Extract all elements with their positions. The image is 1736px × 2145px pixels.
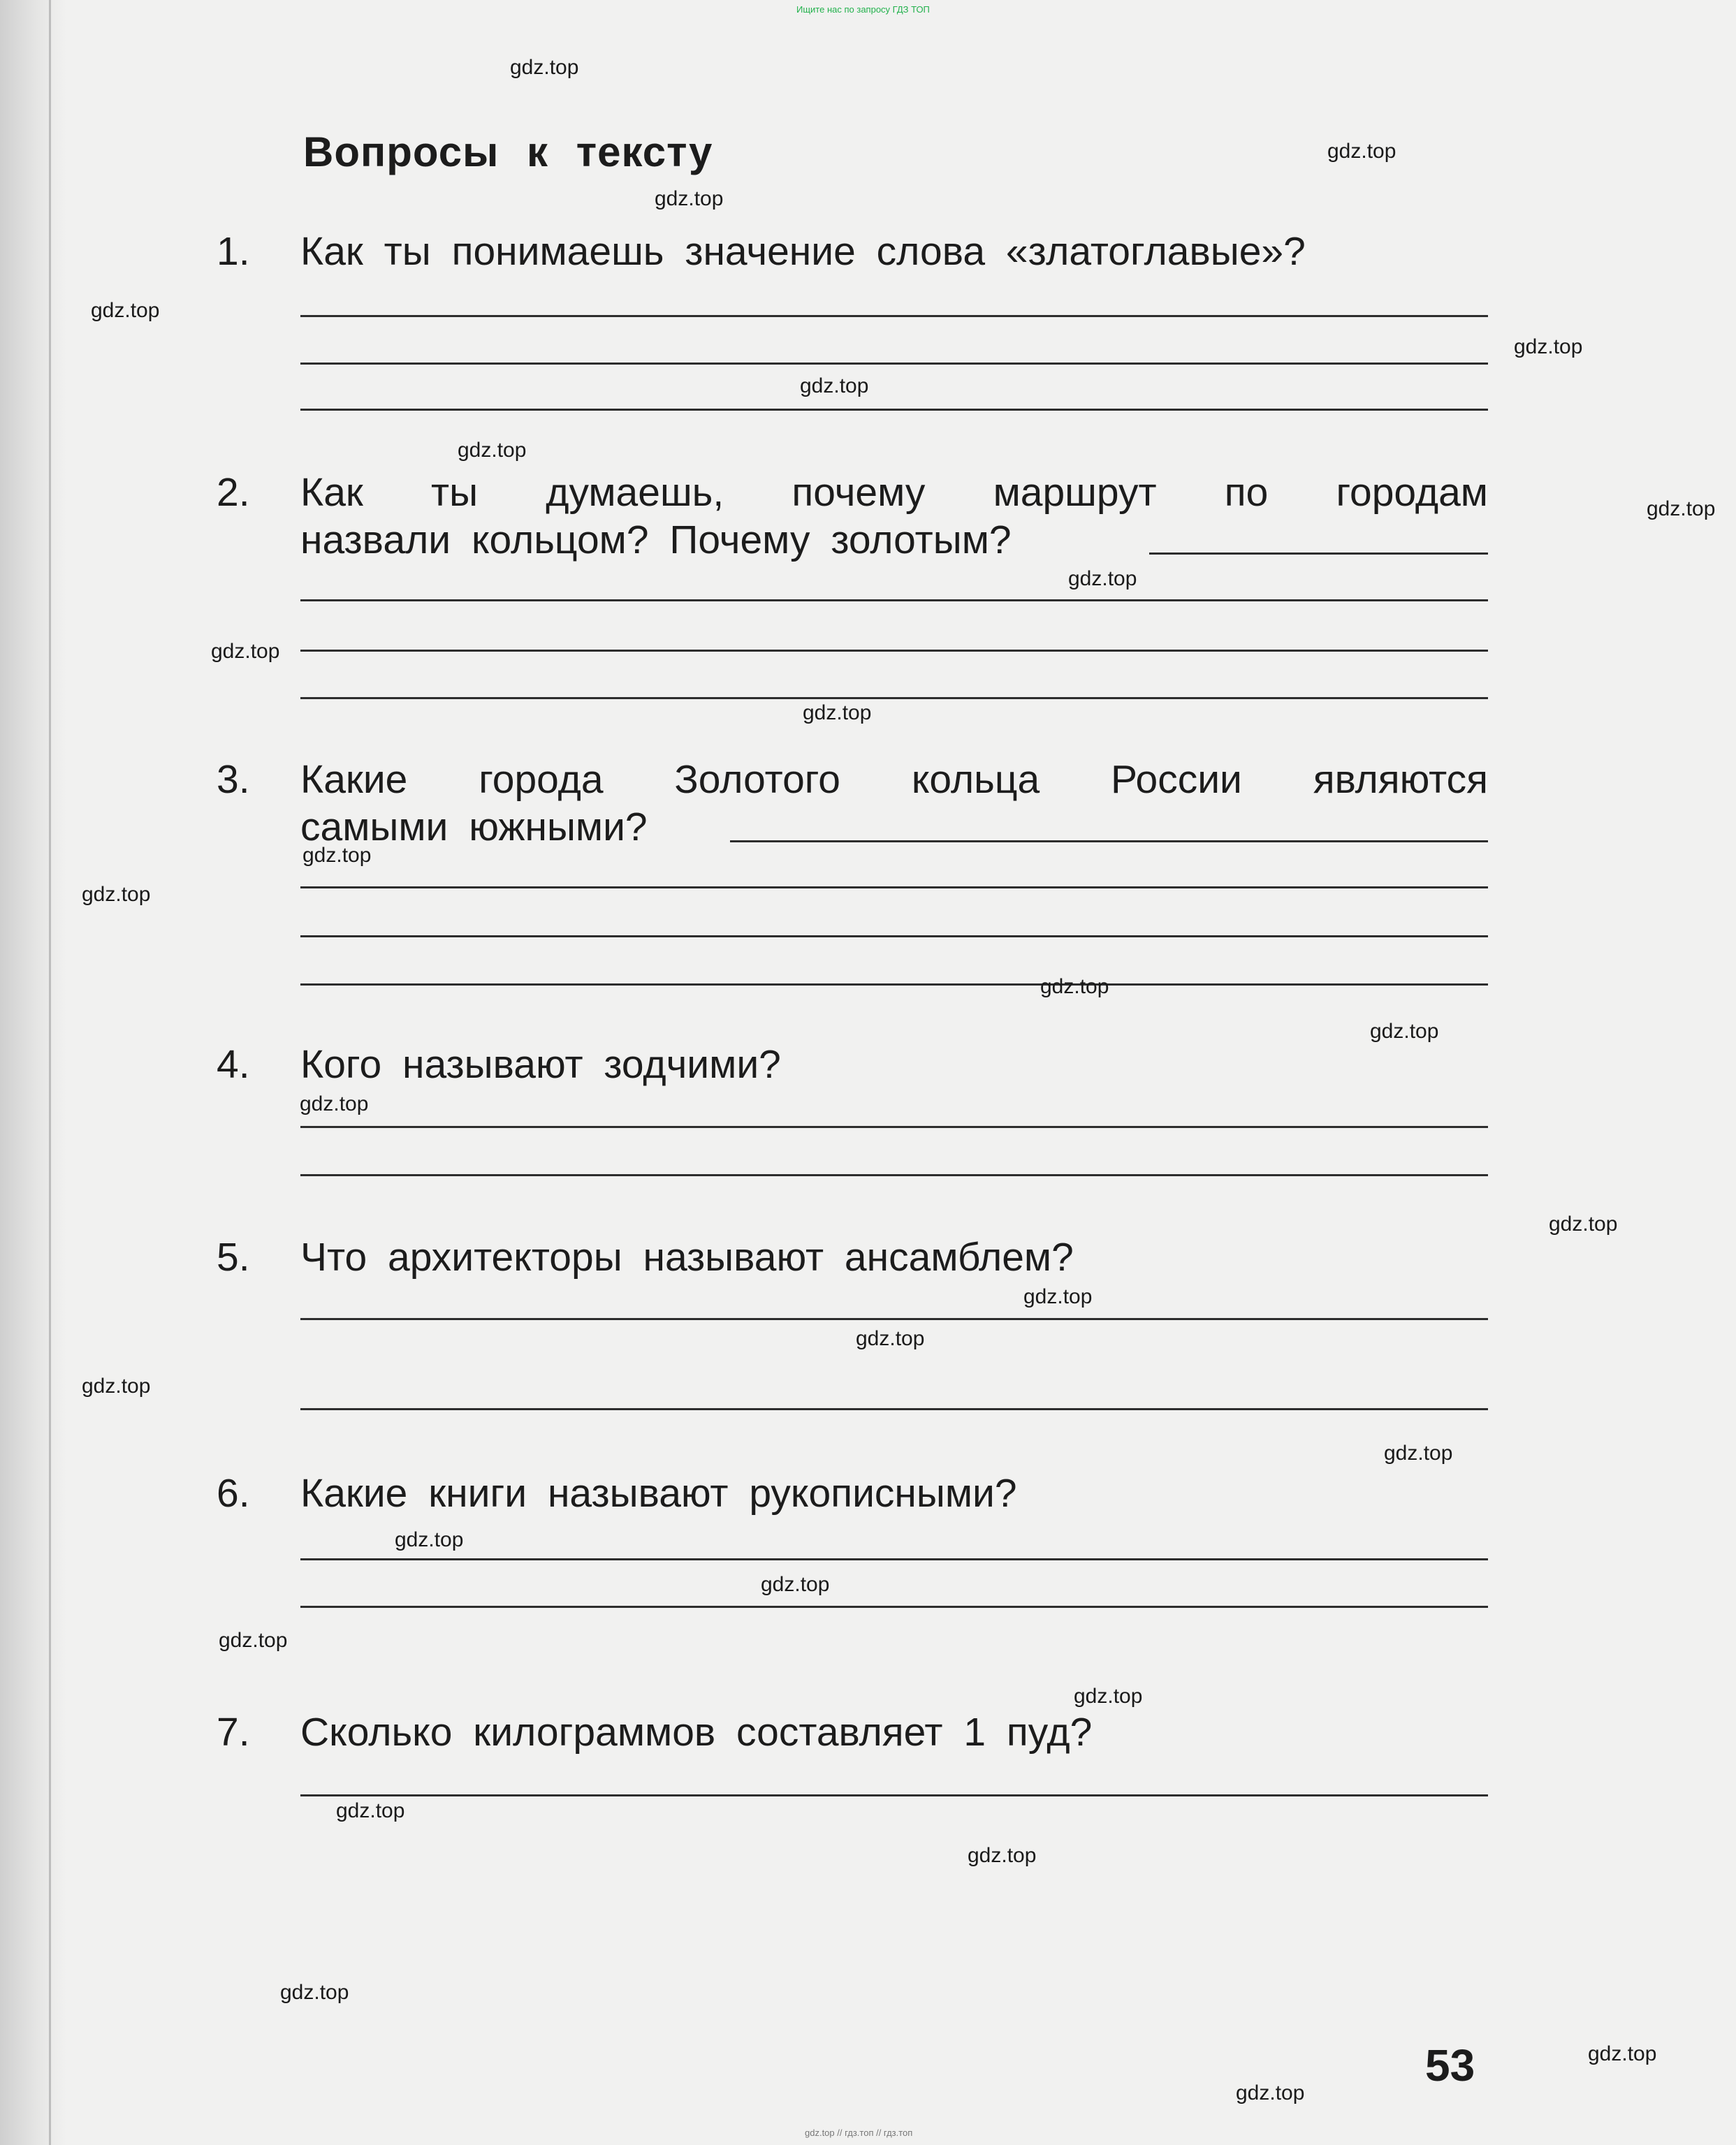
answer-line[interactable] — [300, 886, 1488, 888]
question-text-line-2: назвали кольцом? Почему золотым? — [300, 518, 1012, 562]
question-text: Как ты понимаешь значение слова «златоглавые»? — [300, 229, 1306, 274]
watermark: gdz.top — [856, 1327, 925, 1350]
question-number: 6. — [217, 1471, 250, 1516]
watermark: gdz.top — [211, 640, 280, 663]
question-number: 4. — [217, 1042, 250, 1087]
watermark: gdz.top — [219, 1629, 288, 1652]
watermark: gdz.top — [458, 439, 527, 462]
answer-line[interactable] — [300, 1126, 1488, 1128]
answer-line[interactable] — [300, 650, 1488, 652]
page-binding-shadow — [0, 0, 66, 2145]
watermark: gdz.top — [280, 1981, 349, 2004]
watermark: gdz.top — [1023, 1285, 1093, 1308]
site-note-top[interactable]: Ищите нас по запросу ГДЗ ТОП — [796, 4, 930, 15]
watermark: gdz.top — [91, 299, 160, 322]
watermark: gdz.top — [1068, 567, 1137, 590]
answer-line[interactable] — [300, 363, 1488, 365]
watermark: gdz.top — [1549, 1213, 1618, 1236]
watermark: gdz.top — [395, 1528, 464, 1551]
question-number: 3. — [217, 757, 250, 802]
watermark: gdz.top — [300, 1092, 369, 1115]
answer-line[interactable] — [300, 1318, 1488, 1320]
watermark: gdz.top — [803, 701, 872, 724]
watermark: gdz.top — [800, 374, 869, 397]
answer-line[interactable] — [1149, 552, 1488, 555]
question-number: 2. — [217, 470, 250, 515]
question-text-line-1: Как ты думаешь, почему маршрут по городам — [300, 470, 1488, 515]
answer-line[interactable] — [300, 409, 1488, 411]
page-title: Вопросы к тексту — [303, 129, 713, 175]
watermark: gdz.top — [655, 187, 724, 210]
answer-line[interactable] — [300, 315, 1488, 317]
question-text-line-2: самыми южными? — [300, 805, 648, 849]
page-binding-edge — [49, 0, 51, 2145]
watermark: gdz.top — [336, 1799, 405, 1822]
watermark: gdz.top — [968, 1844, 1037, 1867]
answer-line[interactable] — [300, 935, 1488, 937]
watermark: gdz.top — [510, 56, 579, 79]
answer-line[interactable] — [730, 840, 1488, 842]
watermark: gdz.top — [1384, 1442, 1453, 1465]
answer-line[interactable] — [300, 1174, 1488, 1176]
site-note-bottom[interactable]: gdz.top // гдз.топ // гдз.топ — [805, 2128, 913, 2138]
question-text-line-1: Какие города Золотого кольца России являются — [300, 757, 1488, 802]
answer-line[interactable] — [300, 1606, 1488, 1608]
answer-line[interactable] — [300, 599, 1488, 601]
watermark: gdz.top — [1327, 140, 1396, 163]
question-text: Кого называют зодчими? — [300, 1042, 781, 1087]
watermark: gdz.top — [1588, 2042, 1657, 2065]
watermark: gdz.top — [1514, 335, 1583, 358]
question-number: 7. — [217, 1710, 250, 1755]
question-number: 5. — [217, 1235, 250, 1280]
answer-line[interactable] — [300, 983, 1488, 986]
question-number: 1. — [217, 229, 250, 274]
watermark: gdz.top — [82, 883, 151, 906]
watermark: gdz.top — [1370, 1020, 1439, 1043]
watermark: gdz.top — [1074, 1685, 1143, 1708]
watermark: gdz.top — [302, 844, 372, 867]
question-text: Сколько килограммов составляет 1 пуд? — [300, 1710, 1093, 1755]
answer-line[interactable] — [300, 1558, 1488, 1560]
watermark: gdz.top — [1040, 975, 1109, 998]
watermark: gdz.top — [1647, 497, 1716, 520]
watermark: gdz.top — [82, 1375, 151, 1398]
answer-line[interactable] — [300, 1408, 1488, 1410]
watermark: gdz.top — [761, 1573, 830, 1596]
question-text: Что архитекторы называют ансамблем? — [300, 1235, 1074, 1280]
question-text: Какие книги называют рукописными? — [300, 1471, 1017, 1516]
page-number: 53 — [1425, 2040, 1475, 2091]
watermark: gdz.top — [1236, 2081, 1305, 2104]
answer-line[interactable] — [300, 1794, 1488, 1796]
answer-line[interactable] — [300, 697, 1488, 699]
